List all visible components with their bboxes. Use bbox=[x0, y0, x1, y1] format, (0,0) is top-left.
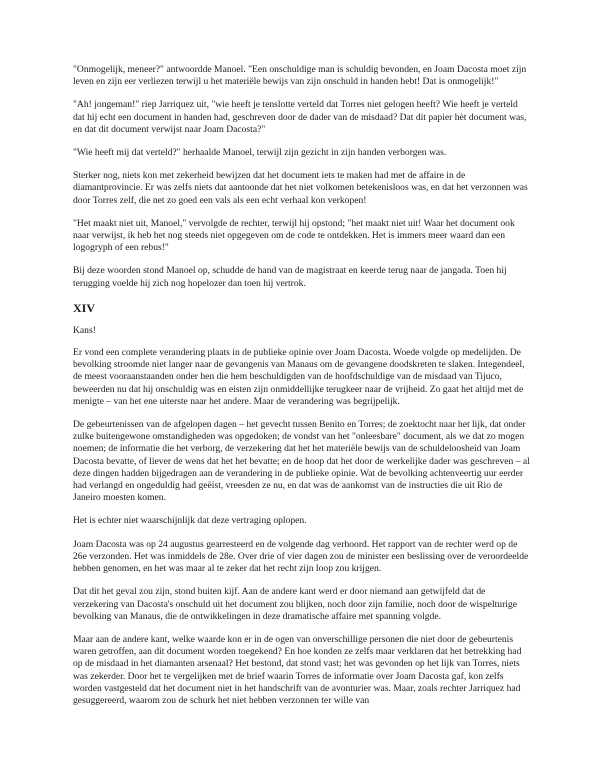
paragraph: "Wie heeft mij dat verteld?" herhaalde Manoel, terwijl zijn gezicht in zijn handen verborgen was. bbox=[73, 147, 447, 159]
chapter-heading: XIV bbox=[73, 300, 96, 315]
paragraph: De gebeurtenissen van de afgelopen dagen – het gevecht tussen Benito en Torres; de zoektocht naar het lijk, dat onder zulke buitengewone omstandigheden was opgedoken; de vondst van het "onleesbare" document, als we dat zo mogen noemen; de informatie die het verborg, de verzekering dat het het materiële bewijs van de schuldeloosheid van Joam Dacosta bevatte, of liever de wens dat het het bevatte; en de hoop dat het door de werkelijke dader was geschreven – al deze dingen hadden bijgedragen aan de verandering in de publieke opinie. Wat de bevolking achtenveertig uur eerder had verlangd en ongeduldig had geëist, vreesden ze nu, en dat was de aankomst van de instructies die uit Rio de Janeiro moesten komen. bbox=[73, 419, 530, 504]
paragraph: Het is echter niet waarschijnlijk dat deze vertraging oplopen. bbox=[73, 515, 307, 527]
paragraph: "Onmogelijk, meneer?" antwoordde Manoel. "Een onschuldige man is schuldig bevonden, en Joam Dacosta moet zijn leven en zijn eer verliezen terwijl u het materiële bewijs van zijn onschuld in handen hebt! Dat is onmogelijk!" bbox=[73, 64, 527, 88]
chapter-subtitle: Kans! bbox=[73, 324, 96, 336]
paragraph: Er vond een complete verandering plaats in de publieke opinie over Joam Dacosta. Woede volgde op medelijden. De bevolking stroomde niet langer naar de gevangenis van Manaus om de gevangene doodskreten te slaken. Integendeel, de meest vooraanstaanden onder hen die hem beschuldigden van de hoofdschuldige van de misdaad van Tijuco, beweerden nu dat hij onschuldig was en eisten zijn onmiddellijke terugkeer naar de vrijheid. Zo gaat het altijd met de menigte – van het ene uiterste naar het andere. Maar de verandering was begrijpelijk. bbox=[73, 347, 525, 407]
document-page bbox=[73, 64, 531, 718]
paragraph: Maar aan de andere kant, welke waarde kon er in de ogen van onverschillige personen die niet door de gebeurtenis waren getroffen, aan dit document worden toegekend? En hoe konden ze zelfs maar verklaren dat het betrekking had op de misdaad in het diamanten arsenaal? Het bestond, dat stond vast; het was gevonden op het lijk van Torres, niets was zekerder. Door het te vergelijken met de brief waarin Torres de informatie over Joam Dacosta gaf, kon zelfs worden vastgesteld dat het document niet in het handschrift van de avonturier was. Maar, zoals rechter Jarriquez had gesuggereerd, waarom zou de schurk het niet hebben verzonnen ter wille van bbox=[73, 633, 522, 706]
paragraph: "Het maakt niet uit, Manoel," vervolgde de rechter, terwijl hij opstond; "het maakt niet uit! Waar het document ook naar verwijst, ik heb het nog steeds niet opgegeven om de code te ontdekken. Het is immers meer waard dan een logogryph of een rebus!" bbox=[73, 217, 515, 254]
paragraph: Dat dit het geval zou zijn, stond buiten kijf. Aan de andere kant werd er door niemand aan getwijfeld dat de verzekering van Dacosta's onschuld uit het document zou blijken, noch door zijn familie, noch door de wispelturige bevolking van Manaus, die de ontwikkelingen in deze dramatische affaire met spanning volgde. bbox=[73, 586, 517, 622]
paragraph: Joam Dacosta was op 24 augustus gearresteerd en de volgende dag verhoord. Het rapport van de rechter werd op de 26e verzonden. Het was inmiddels de 28e. Over drie of vier dagen zou de minister een beslissing over de veroordeelde hebben genomen, en het was maar al te zeker dat het recht zijn loop zou krijgen. bbox=[73, 538, 529, 575]
paragraph: Bij deze woorden stond Manoel op, schudde de hand van de magistraat en keerde terug naar de jangada. Toen hij terugging voelde hij zich nog hopelozer dan toen hij vertrok. bbox=[73, 265, 507, 289]
paragraph: Sterker nog, niets kon met zekerheid bewijzen dat het document iets te maken had met de affaire in de diamantprovincie. Er was zelfs niets dat aantoonde dat het niet volkomen betekenisloos was, en dat het verzonnen was door Torres zelf, die net zo goed een vals als een echt verhaal kon verkopen! bbox=[73, 170, 528, 206]
paragraph: "Ah! jongeman!" riep Jarriquez uit, "wie heeft je tenslotte verteld dat Torres niet gelogen heeft? Wie heeft je verteld dat hij echt een document in handen had, geschreven door de dader van de misdaad? Dat dit papier hèt document was, en dat dit document verwijst naar Joam Dacosta?" bbox=[73, 99, 527, 135]
